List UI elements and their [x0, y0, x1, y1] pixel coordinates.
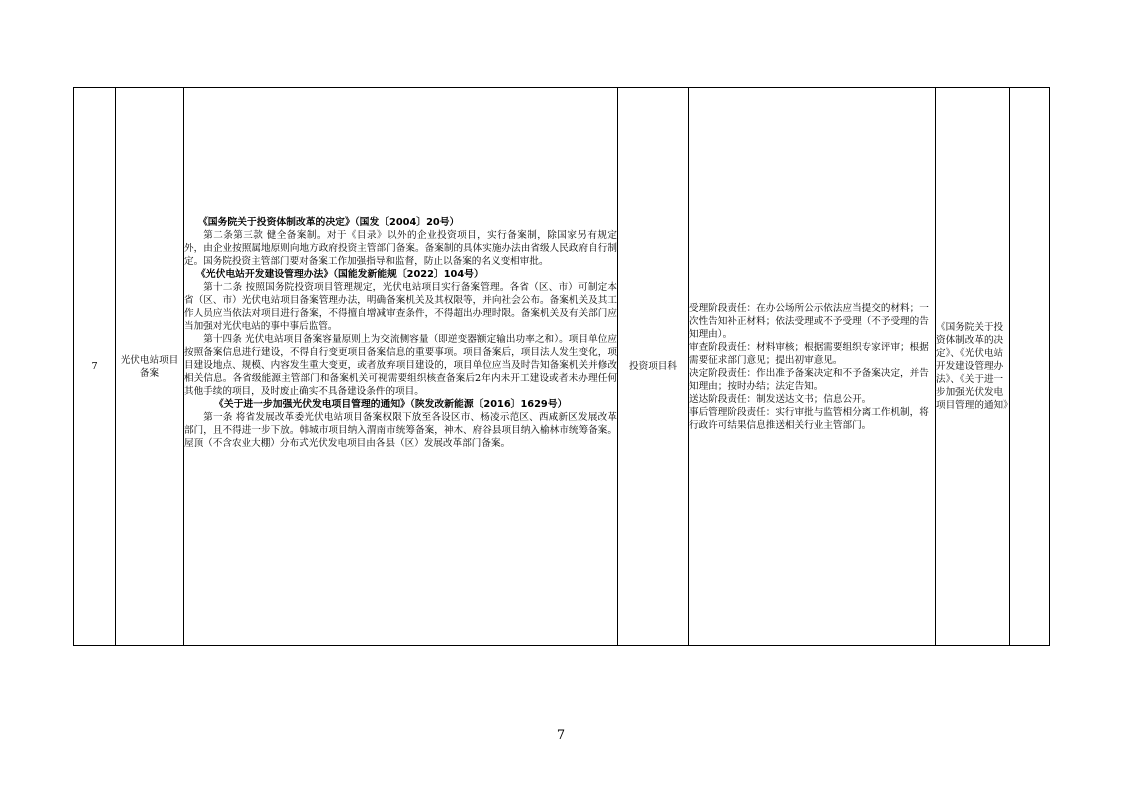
law-title-1: 《国务院关于投资体制改革的决定》（国发〔2004〕20号）: [198, 217, 460, 228]
law-paragraph: 第十四条 光伏电站项目备案容量原则上为交流侧容量（即逆变器额定输出功率之和）。项目单位应按照备案信息进行建设，不得自行变更项目备案信息的重要事项。项目备案后，项目法人发生变化，项目建设地点、规模、内容发生重大变更，或者放弃项目建设的，项目单位应当及时告知备案机关并修改相关信息。各省级能源主管部门和备案机关可视需要组织核查备案后2年内未开工建设或者未办理任何其他手续的项目，及时废止确实不具备建设条件的项目。: [184, 334, 617, 397]
responsibility-item: 送达阶段责任：制发送达文书；信息公开。: [689, 393, 872, 405]
catalog-table: [73, 87, 1050, 646]
responsibility-item: 审查阶段责任：材料审核；根据需要组织专家评审；根据需要征求部门意见；提出初审意见。: [689, 341, 929, 366]
remark-cell: [1010, 88, 1050, 646]
table-row: [74, 88, 1050, 646]
legal-basis-cell: [184, 88, 618, 646]
reference-basis: 《国务院关于投资体制改革的决定》、《光伏电站开发建设管理办法》、《关于进一步加强光伏发电项目管理的通知》: [936, 88, 1010, 646]
item-name: 光伏电站项目备案: [116, 88, 184, 646]
law-paragraph: 第二条第三款 健全备案制。对于《目录》以外的企业投资项目，实行备案制，除国家另有规定外，由企业按照属地原则向地方政府投资主管部门备案。备案制的具体实施办法由省级人民政府自行制定。国务院投资主管部门要对备案工作加强指导和监督，防止以备案的名义变相审批。: [184, 230, 617, 267]
law-paragraph: 第十二条 按照国务院投资项目管理规定，光伏电站项目实行备案管理。各省（区、市）可制定本省（区、市）光伏电站项目备案管理办法，明确备案机关及其权限等，并向社会公布。备案机关及其工作人员应当依法对项目进行备案，不得擅自增减审查条件，不得超出办理时限。备案机关及有关部门应当加强对光伏电站的事中事后监管。: [184, 282, 617, 332]
responsibility-item: 受理阶段责任：在办公场所公示依法应当提交的材料；一次性告知补正材料；依法受理或不予受理（不予受理的告知理由）。: [689, 302, 929, 340]
department: 投资项目科: [618, 88, 689, 646]
page-number: 7: [556, 728, 566, 743]
responsibility-cell: [689, 88, 936, 646]
row-number: 7: [74, 88, 116, 646]
responsibility-item: 事后管理阶段责任：实行审批与监管相分离工作机制，将行政许可结果信息推送相关行业主管部门。: [689, 406, 929, 431]
responsibility-item: 决定阶段责任：作出准予备案决定和不予备案决定，并告知理由；按时办结；法定告知。: [689, 367, 929, 392]
law-title-2: 《光伏电站开发建设管理办法》（国能发新能规〔2022〕104号）: [196, 269, 484, 280]
law-title-3: 《关于进一步加强光伏发电项目管理的通知》（陕发改新能源〔2016〕1629号）: [214, 399, 568, 410]
law-paragraph: 第一条 将省发展改革委光伏电站项目备案权限下放至各设区市、杨凌示范区、西咸新区发展改革部门，且不得进一步下放。韩城市项目纳入渭南市统筹备案，神木、府谷县项目纳入榆林市统筹备案。屋顶（不含农业大棚）分布式光伏发电项目由各县（区）发展改革部门备案。: [184, 412, 617, 449]
